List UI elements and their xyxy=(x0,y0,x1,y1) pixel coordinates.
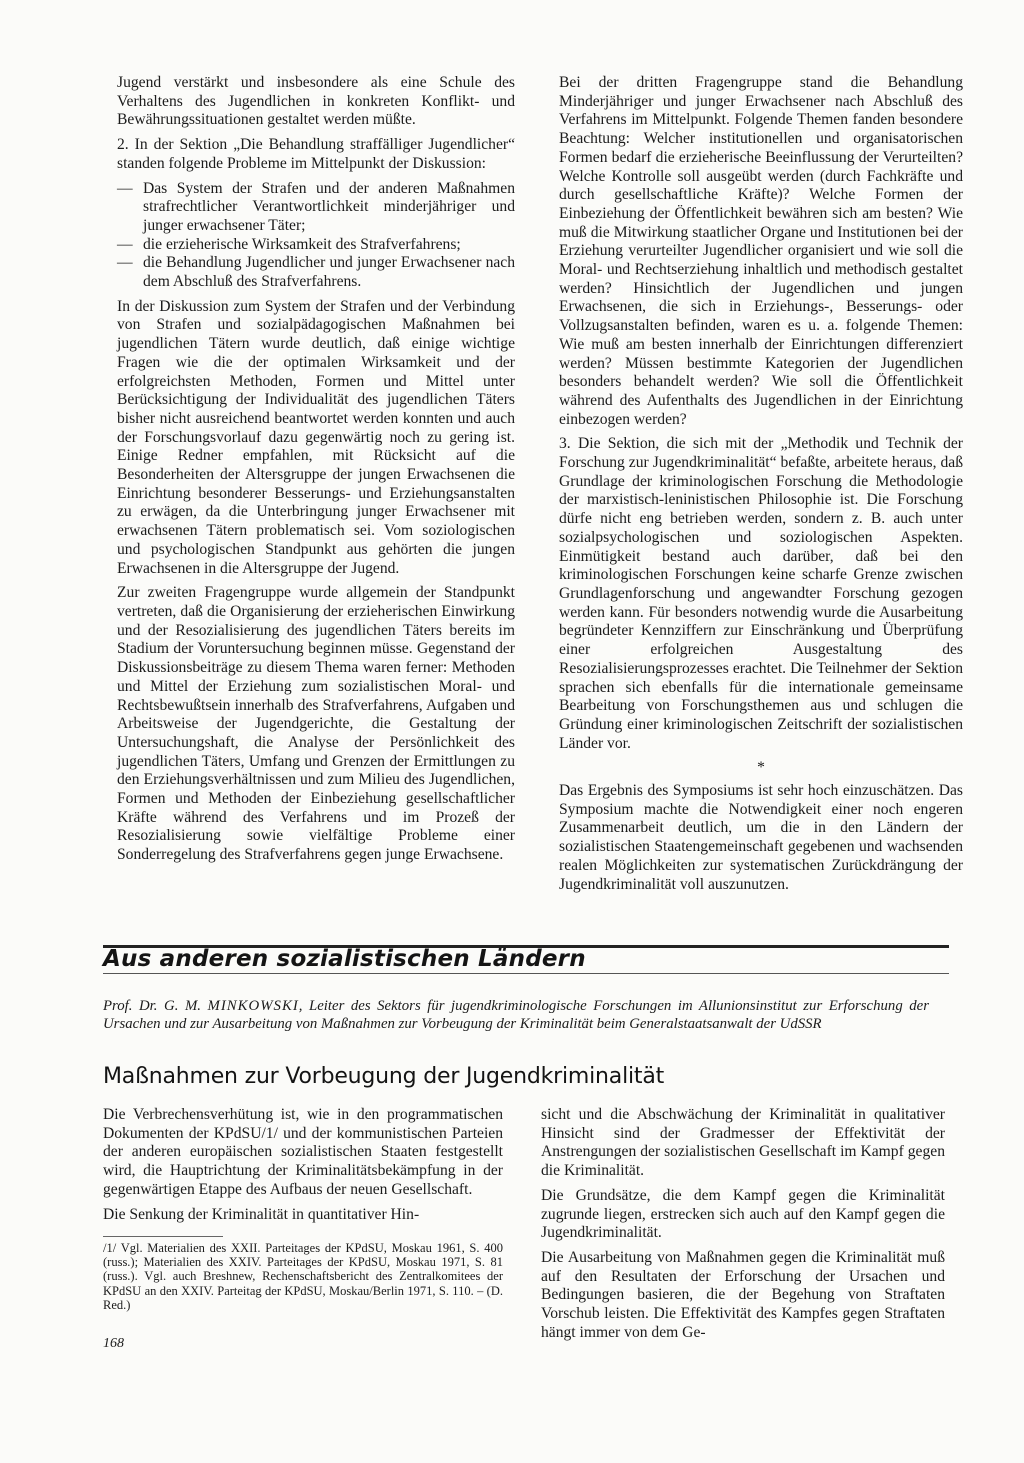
author-byline xyxy=(103,998,929,1033)
paragraph: Die Senkung der Kriminalität in quantitativer Hin- xyxy=(103,1205,420,1223)
text-column-upper-left xyxy=(117,74,515,871)
section-heading: Aus anderen sozialistischen Ländern xyxy=(103,946,586,972)
paragraph: 2. In der Sektion „Die Behandlung straffälliger Jugendlicher“ standen folgende Probleme im Mittelpunkt der Diskussion: xyxy=(117,136,515,172)
paragraph: Zur zweiten Fragengruppe wurde allgemein der Standpunkt vertreten, daß die Organisierung der erzieherischen Einwirkung und der Resozialisierung des jugendlichen Täters bereits im Stadium der Voruntersuchung beginnen müsse. Gegenstand der Diskussionsbeiträge zu diesem Thema waren ferner: Methoden und Mittel der Erziehung zum sozialistischen Moral- und Rechtsbewußtsein innerhalb des Strafverfahrens, Aufgaben und Arbeitsweise der Jugendgerichte, die Gestaltung der Untersuchungshaft, die Analyse der Persönlichkeit des jugendlichen Täters, Umfang und Grenzen der Ermittlungen zu den Erziehungsverhältnissen und zum Milieu des Jugendlichen, Formen und Methoden der Einbeziehung gesellschaftlicher Kräfte während des Verfahrens und im Prozeß der Resozialisierung sowie vielfältige Probleme einer Sonderregelung des Strafverfahrens gegen junge Erwachsene. xyxy=(117,584,515,864)
paragraph: Bei der dritten Fragengruppe stand die Behandlung Minderjähriger und junger Erwachsener nach Abschluß des Verfahrens im Mittelpunkt. Folgende Themen fanden besondere Beachtung: Welcher institutionellen und organisatorischen Formen bedarf die erzieherische Beeinflussung der Verurteilten? Welche Kontrolle soll ausgeübt werden (durch Fachkräfte und durch gesellschaftliche Kräfte)? Welche Formen der Einbeziehung der Öffentlichkeit bewähren sich am besten? Wie muß die Mitwirkung staatlicher Organe und Institutionen bei der Erziehung verurteilter Jugendlicher organisiert und wie soll die Moral- und Rechtserziehung inhaltlich und methodisch gestaltet werden? Hinsichtlich der Jugendlichen und jungen Erwachsenen, die sich in Erziehungs-, Besserungs- oder Vollzugsanstalten befinden, waren es u. a. folgende Themen: Wie muß am besten innerhalb der Einrichtungen differenziert werden? Müssen bestimmte Kategorien der Jugendlichen besonders behandelt werden? Wie soll die Öffentlichkeit während des Aufenthalts des Jugendlichen in der Einrichtung einbezogen werden? xyxy=(559,74,963,428)
text-column-upper-right xyxy=(559,74,963,900)
list-item: — die erzieherische Wirksamkeit des Strafverfahrens; xyxy=(117,236,515,255)
paragraph: Jugend verstärkt und insbesondere als eine Schule des Verhaltens des Jugendlichen in konkreten Konflikt- und Bewährungssituationen gestaltet werden müßte. xyxy=(117,74,515,129)
paragraph: Die Ausarbeitung von Maßnahmen gegen die Kriminalität muß auf den Resultaten der Erforschung der Ursachen und Bedingungen basieren, die der Begehung von Straftaten Vorschub leisten. Die Effektivität des Kampfes gegen Straftaten hängt immer von dem Ge- xyxy=(541,1248,945,1341)
list-item: — die Behandlung Jugendlicher und junger Erwachsener nach dem Abschluß des Strafverfahrens. xyxy=(117,254,515,291)
page-number: 168 xyxy=(103,1336,124,1351)
paragraph: Die Grundsätze, die dem Kampf gegen die Kriminalität zugrunde liegen, erstrecken sich auch auf den Kampf gegen die Jugendkriminalität. xyxy=(541,1186,945,1242)
paragraph: 3. Die Sektion, die sich mit der „Methodik und Technik der Forschung zur Jugendkriminalität“ befaßte, arbeitete heraus, daß Grundlage der kriminologischen Forschung die Methodologie der marxistisch-leninistischen Philosophie ist. Die Forschung dürfe nicht eng betrieben werden, sondern z. B. auch unter sozialpsychologischen und soziologischen Aspekten. Einmütigkeit bestand auch darüber, daß bei den kriminologischen Forschungen keine scharfe Grenze zwischen Grundlagenforschung und angewandter Forschung gezogen werden kann. Für besonders notwendig wurde die Ausarbeitung begründeter Kennziffern zur Einschränkung und Überprüfung einer erfolgreichen Ausgestaltung des Resozialisierungsprozesses erachtet. Die Teilnehmer der Sektion sprachen sich ebenfalls für die internationale gemeinsame Bearbeitung von Forschungsthemen aus und schlugen die Gründung einer kriminologischen Zeitschrift der sozialistischen Länder vor. xyxy=(559,435,963,752)
paragraph: sicht und die Abschwächung der Kriminalität in qualitativer Hinsicht sind der Gradmesser der Effektivität der Anstrengungen der sozialistischen Gesellschaft im Kampf gegen die Kriminalität. xyxy=(541,1106,945,1180)
author-prefix: Prof. Dr. G. M. xyxy=(103,998,208,1014)
dash-list xyxy=(117,180,515,292)
section-rule-bottom xyxy=(103,973,949,974)
article-title: Maßnahmen zur Vorbeugung der Jugendkriminalität xyxy=(103,1064,665,1089)
author-affiliation: , Leiter des Sektors für jugendkriminologische Forschungen im Allunionsinstitut zur Erforschung der Ursachen und zur Ausarbeitung von Maßnahmen zur Vorbeugung der Kriminalität beim Generalstaatsanwalt der UdSSR xyxy=(103,998,929,1032)
paragraph: In der Diskussion zum System der Strafen und der Verbindung von Strafen und sozialpädagogischen Maßnahmen bei jugendlichen Tätern wurde deutlich, daß einige wichtige Fragen wie die der optimalen Wirksamkeit und der erfolgreichsten Methoden, Formen und Mittel unter Berücksichtigung der Individualität des jugendlichen Täters bisher nicht ausreichend beantwortet werden konnten und auch der Forschungsvorlauf dazu gegenwärtig noch zu gering ist. Einige Redner empfahlen, mit Rücksicht auf die Besonderheiten der Altersgruppe der jungen Erwachsenen die Einrichtung besonderer Besserungs- und Erziehungsanstalten zu erwägen, da die Unterbringung junger Erwachsener mit erwachsenen Tätern problematisch sei. Vom soziologischen und psychologischen Standpunkt aus gehörten die jungen Erwachsenen in die Altersgruppe der Jugend. xyxy=(117,297,515,577)
text-column-lower-left xyxy=(103,1106,503,1230)
footnote: /1/ Vgl. Materialien des XXII. Parteitages der KPdSU, Moskau 1961, S. 400 (russ.); Materialien des XXIV. Parteitages der KPdSU, Moskau 1971, S. 81 (russ.). Vgl. auch Breshnew, Rechenschaftsbericht des Zentralkomitees der KPdSU an den XXIV. Parteitag der KPdSU, Moskau/Berlin 1971, S. 110. – (D. Red.) xyxy=(103,1241,503,1312)
section-separator-asterisk: * xyxy=(757,759,765,777)
footnote-rule xyxy=(103,1236,223,1237)
list-item: — Das System der Strafen und der anderen Maßnahmen strafrechtlicher Verantwortlichkeit minderjähriger und junger erwachsener Täter; xyxy=(117,180,515,236)
text-column-lower-right xyxy=(541,1106,945,1348)
paragraph: Das Ergebnis des Symposiums ist sehr hoch einzuschätzen. Das Symposium machte die Notwendigkeit einer noch engeren Zusammenarbeit deutlich, um die in den Ländern der sozialistischen Staatengemeinschaft gegebenen und wachsenden realen Möglichkeiten zur systematischen Zurückdrängung der Jugendkriminalität voll auszunutzen. xyxy=(559,782,963,893)
paragraph: Die Verbrechensverhütung ist, wie in den programmatischen Dokumenten der KPdSU/1/ und der kommunistischen Parteien der anderen europäischen sozialistischen Staaten festgestellt wird, die Hauptrichtung der Kriminalitätsbekämpfung in der gegenwärtigen Etappe des Aufbaus der neuen Gesellschaft. xyxy=(103,1106,503,1198)
author-name: MINKOWSKI xyxy=(207,998,299,1014)
